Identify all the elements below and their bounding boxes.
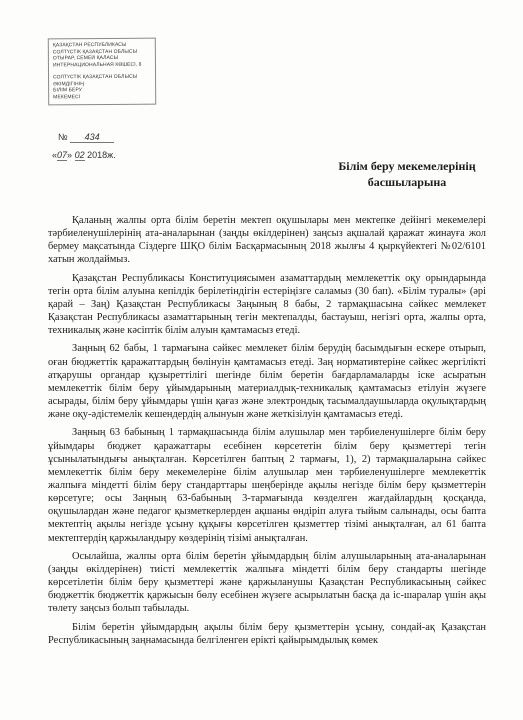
- stamp-line: БІЛІМ БЕРУ: [53, 87, 83, 94]
- stamp-line: СОЛТҮСТІК ҚАЗАҚСТАН ОБЛЫСЫ: [53, 73, 138, 81]
- paragraph: Заңның 62 бабы, 1 тармағына сәйкес мемлекет білім берудің басымдығын ескере отырып, оған бюджеттік қаражаттардың бөлінуін қамтамасыз етеді. Заң нормативтеріне сәйкес жергілікті атқарушы органдар құзыреттілігі шегінде білім беретін бағдарламаларды іске асыратын мемлекеттік білім беру ұйымдарының материалдық-техникалық қамтамасыз етілуін жүзеге асырады, білім беру ұйымдары үшін қағаз және электрондық тасымалдаушыларда оқулықтардың және оқу-әдістемелік кешендердің алынуын және жеткізілуін қамтамасыз етеді.: [48, 343, 486, 421]
- stamp-line: ӘКІМДІГІНІҢ: [53, 80, 84, 87]
- addressee-block: [332, 158, 482, 190]
- paragraph: Осылайша, жалпы орта білім беретін ұйымдардың білім алушыларының ата-аналарынан (заңды өкілдерінен) тиісті мемлекеттік жалпыға міндетті білім беру стандарты шегінде көрсетілетін білім беру қызметтері және қаржыланушы Қазақстан Республикасының сәйкес бюджеттік бюджеттік қаржысын бөлу есебінен жүзеге асырылатын басқа да іс-шаралар үшін ақы төлету заңсыз болып табылады.: [48, 550, 486, 615]
- paragraph: Қаланың жалпы орта білім беретін мектеп оқушылары мен мектепке дейінгі мекемелері тәрбиеленушілерінің ата-аналарынан (заңды өкілдерінен) заңсыз ақшалай қаражат жинауға жол бермеу мақсатында Сіздерге ШҚО білім Басқармасының 2018 жылғы 4 қыркүйектегі №02/6101 хатын жолдаймыз.: [48, 215, 486, 266]
- number-sign: №: [58, 132, 68, 142]
- paragraph: Заңның 63 бабының 1 тармақшасында білім алушылар мен тәрбиеленушілерге білім беру ұйымдары бюджет қаражаттары есебінен көрсететін білім беру қызметтері тегін ұсынылатындығы анықталған. Көрсетілген баптың 2 тармағы, 1), 2) тармақшаларына сәйкес мемлекеттік білім беру мекемелеріне білім алушылар мен тәрбиеленушілерге мемлекеттік жалпыға міндетті білім беру стандарттары шеңберінде ақылы негізде білім беру қызметтерін көрсетуге; осы Заңның 63-бабының 3-тармағында көзделген жағдайлардың қосқанда, оқушылардан және педагог қызметкерлерден ақшаны өндіріп алуға тыйым салынады, осы бапта мектептің ақылы негізде ұсыну құқығы көрсетілген қызметтер тізімі анықталған, ал 61 бапта мектептердің қаржыландыру көздерінің тізімі анықталған.: [48, 427, 486, 544]
- addressee-line: Білім беру мекемелерінің: [338, 159, 476, 173]
- letter-body: [48, 214, 486, 652]
- date-day: 07: [57, 150, 68, 160]
- date-year-suffix: ж.: [107, 150, 116, 160]
- date-month: 02: [74, 150, 85, 160]
- stamp-line: МЕКЕМЕСІ: [53, 93, 81, 100]
- date-year: 2018: [87, 150, 108, 160]
- date-close-quote: »: [67, 150, 73, 160]
- stamp-line: ОТЫРАР, СЕМЕЙ ҚАЛАСЫ: [52, 54, 119, 62]
- registration-number: [58, 132, 114, 143]
- addressee-line: басшыларына: [367, 175, 447, 189]
- paragraph: Қазақстан Республикасы Конституциясымен азаматтардың мемлекеттік оқу орындарында тегін орта білім алуына кепілдік берілетіндігін естеріңізге саламыз (30 бап). «Білім туралы» (әрі қарай – Заң) Қазақстан Республикасы Заңының 8 бабы, 2 тармақшасына сәйкес мемлекет Қазақстан Республикасы азаматтарының тегін мектепалды, бастауыш, негізгі орта, жалпы орта, техникалық және кәсіптік білім алуын қамтамасыз етеді.: [48, 272, 486, 337]
- date-open-quote: «: [52, 150, 58, 160]
- registration-stamp: [48, 38, 156, 106]
- stamp-line: ИНТЕРНАЦИОНАЛЬНАЯ КӨШЕСІ, 8: [52, 61, 142, 68]
- stamp-line: ҚАЗАҚСТАН РЕСПУБЛИКАСЫ: [52, 41, 127, 49]
- number-value: 434: [70, 132, 114, 143]
- stamp-line: СОЛТҮСТІК ҚАЗАҚСТАН ОБЛЫСЫ: [52, 48, 138, 55]
- paragraph: Білім беретін ұйымдардың ақылы білім беру қызметтерін ұсыну, сондай-ақ Қазақстан Республикасының заңнамасында белгіленген ерікті қайырымдылық көмек: [48, 621, 486, 646]
- registration-date: [52, 150, 116, 161]
